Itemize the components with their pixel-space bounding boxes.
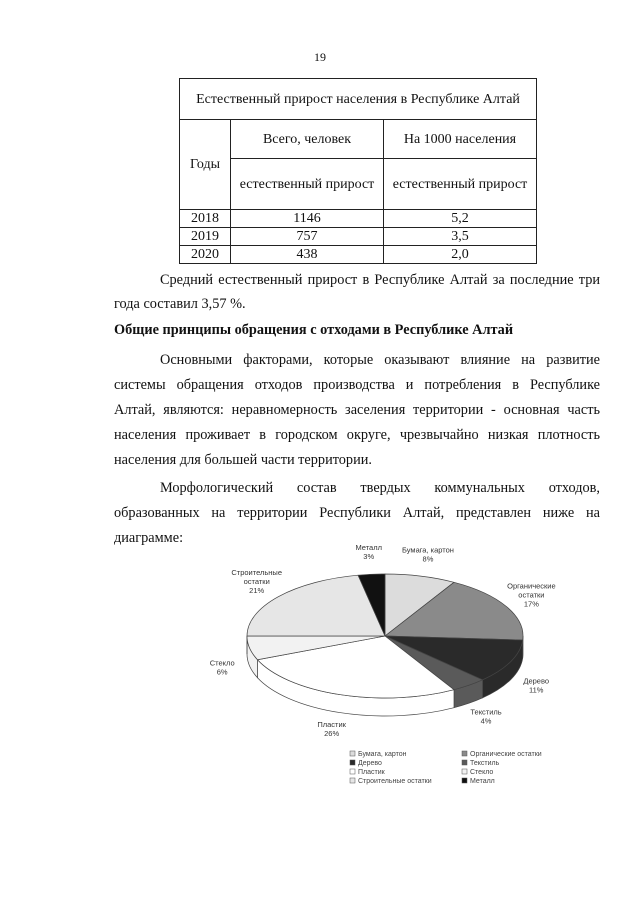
table-row bbox=[180, 246, 537, 264]
legend-swatch-металл bbox=[462, 778, 467, 783]
paragraph1-line3: Алтай, являются: неравномерность заселения территории - основная часть bbox=[114, 402, 600, 418]
paragraph1-line5: населения для большей части территории. bbox=[114, 452, 372, 468]
col-header-per1000: На 1000 населения bbox=[384, 120, 537, 159]
waste-composition-pie-chart bbox=[200, 542, 560, 798]
paragraph2-line2: образованных на территории Республики Алтай, представлен ниже на bbox=[114, 505, 600, 521]
legend-swatch-бумага-картон bbox=[350, 751, 355, 756]
slice-label-бумага-картон: Бумага, картон 8% bbox=[401, 545, 454, 564]
row-per1000: 5,2 bbox=[384, 210, 537, 228]
legend-label-металл: Металл bbox=[470, 778, 495, 785]
row-year: 2018 bbox=[180, 210, 231, 228]
row-per1000: 3,5 bbox=[384, 228, 537, 246]
legend-swatch-дерево bbox=[350, 760, 355, 765]
legend-label-дерево: Дерево bbox=[358, 760, 382, 767]
slice-label-стекло: Стекло 6% bbox=[209, 658, 235, 677]
legend-swatch-текстиль bbox=[462, 760, 467, 765]
row-year: 2020 bbox=[180, 246, 231, 264]
row-total: 1146 bbox=[231, 210, 384, 228]
legend-label-бумага-картон: Бумага, картон bbox=[358, 751, 407, 758]
col-header-years: Годы bbox=[180, 120, 231, 210]
paragraph1-line4: населения проживает в городском округе, чрезвычайно низкая плотность bbox=[114, 427, 600, 443]
legend-label-строительные-остатки: Строительные остатки bbox=[358, 778, 432, 785]
slice-label-органические-остатки: Органические остатки 17% bbox=[507, 581, 556, 609]
subheader-per1000: естественный прирост bbox=[384, 159, 537, 210]
legend-swatch-стекло bbox=[462, 769, 467, 774]
row-per1000: 2,0 bbox=[384, 246, 537, 264]
slice-label-металл: Металл 3% bbox=[355, 542, 382, 561]
paragraph2-line1: Морфологический состав твердых коммунальных отходов, bbox=[160, 480, 600, 496]
paragraph2-line3: диаграмме: bbox=[114, 530, 184, 546]
avg-growth-line2: года составил 3,57 %. bbox=[114, 296, 246, 312]
subheader-total: естественный прирост bbox=[231, 159, 384, 210]
row-year: 2019 bbox=[180, 228, 231, 246]
table-row bbox=[180, 210, 537, 228]
avg-growth-line1: Средний естественный прирост в Республике Алтай за последние три bbox=[160, 272, 600, 288]
slice-label-пластик: Пластик 26% bbox=[317, 720, 346, 739]
table-row bbox=[180, 228, 537, 246]
slice-label-текстиль: Текстиль 4% bbox=[470, 707, 502, 726]
section-heading: Общие принципы обращения с отходами в Республике Алтай bbox=[114, 322, 514, 338]
row-total: 757 bbox=[231, 228, 384, 246]
legend-label-текстиль: Текстиль bbox=[470, 760, 500, 767]
slice-label-дерево: Дерево 11% bbox=[523, 676, 550, 695]
legend-label-стекло: Стекло bbox=[470, 769, 494, 776]
population-growth-table bbox=[179, 78, 537, 264]
table-title: Естественный прирост населения в Республике Алтай bbox=[180, 79, 537, 120]
page-number: 19 bbox=[314, 50, 326, 64]
legend-swatch-строительные-остатки bbox=[350, 778, 355, 783]
row-total: 438 bbox=[231, 246, 384, 264]
col-header-total: Всего, человек bbox=[231, 120, 384, 159]
legend-label-органические-остатки: Органические остатки bbox=[470, 751, 542, 758]
legend-label-пластик: Пластик bbox=[358, 769, 385, 776]
legend-swatch-пластик bbox=[350, 769, 355, 774]
slice-label-строительные-остатки: Строительные остатки 21% bbox=[231, 567, 283, 595]
paragraph1-line1: Основными факторами, которые оказывают влияние на развитие bbox=[160, 352, 600, 368]
legend-swatch-органические-остатки bbox=[462, 751, 467, 756]
paragraph1-line2: системы обращения отходов производства и потребления в Республике bbox=[114, 377, 600, 393]
